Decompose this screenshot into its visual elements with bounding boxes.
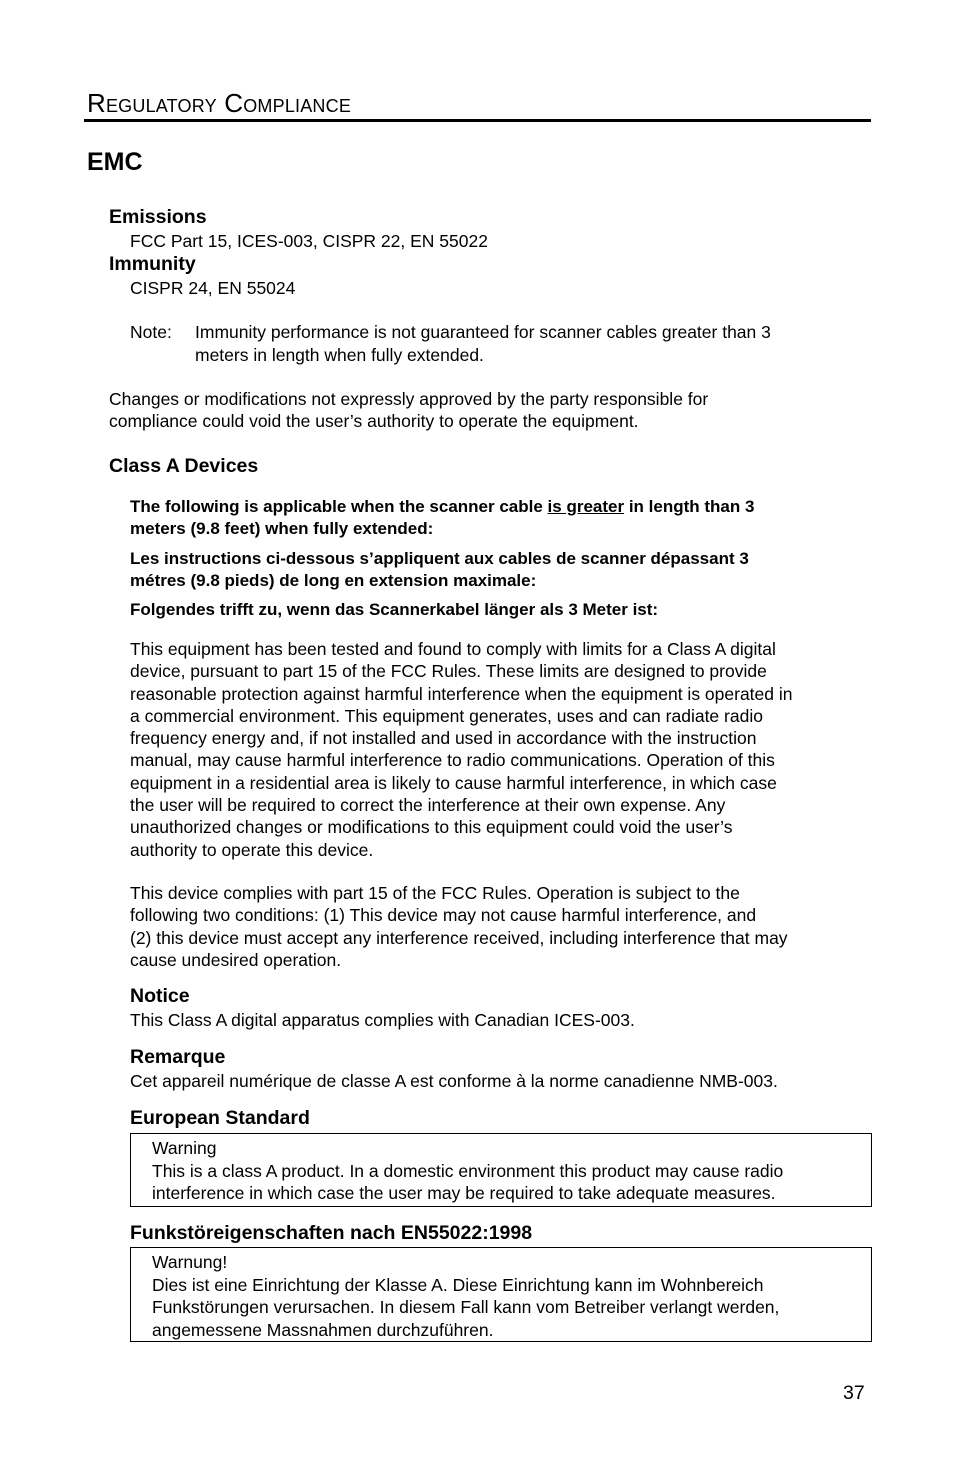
class-a-heading: Class A Devices <box>109 455 259 477</box>
immunity-heading: Immunity <box>109 253 196 275</box>
german-warning-label: Warnung! <box>152 1252 228 1272</box>
fcc-paragraph-1-line: equipment in a residential area is likely to cause harmful interference, in which case <box>130 772 777 793</box>
european-warning-box <box>130 1133 872 1207</box>
fcc-paragraph-1-line: a commercial environment. This equipment generates, uses and can radiate radio <box>130 705 763 726</box>
fcc-paragraph-2-line: This device complies with part 15 of the FCC Rules. Operation is subject to the <box>130 883 740 903</box>
fcc-paragraph-1 <box>130 638 793 861</box>
class-a-french-line-2: métres (9.8 pieds) de long en extension maximale: <box>130 571 537 590</box>
european-standard-heading: European Standard <box>130 1107 310 1129</box>
fcc-paragraph-2 <box>130 882 788 971</box>
fcc-paragraph-1-line: frequency energy and, if not installed and used in accordance with the instruction <box>130 728 757 749</box>
european-warning-line: interference in which case the user may be required to take adequate measures. <box>152 1183 776 1203</box>
class-a-english-post: in length than 3 <box>624 497 755 516</box>
notice-text: This Class A digital apparatus complies with Canadian ICES-003. <box>130 1010 635 1030</box>
fcc-paragraph-1-line: manual, may cause harmful interference to radio communications. Operation of this <box>130 750 775 771</box>
fcc-paragraph-1-line: the user will be required to correct the interference at their own expense. Any <box>130 795 726 816</box>
european-warning-label: Warning <box>152 1138 217 1158</box>
emissions-heading: Emissions <box>109 206 207 228</box>
note-label: Note: <box>130 322 172 342</box>
emissions-text: FCC Part 15, ICES-003, CISPR 22, EN 55022 <box>130 231 488 251</box>
note-line-2: meters in length when fully extended. <box>195 345 484 365</box>
german-warning-line: angemessene Massnahmen durchzuführen. <box>152 1319 494 1340</box>
class-a-english-line-2: meters (9.8 feet) when fully extended: <box>130 519 434 538</box>
notice-heading: Notice <box>130 985 190 1007</box>
fcc-paragraph-1-line: unauthorized changes or modifications to this equipment could void the user’s <box>130 817 733 838</box>
european-warning-line: This is a class A product. In a domestic environment this product may cause radio <box>152 1160 784 1181</box>
german-warning-line: Dies ist eine Einrichtung der Klasse A. Diese Einrichtung kann im Wohnbereich <box>152 1274 764 1295</box>
fcc-paragraph-2-line: (2) this device must accept any interference received, including interference that may <box>130 927 788 948</box>
page-header <box>84 86 871 122</box>
changes-line-2: compliance could void the user’s authority to operate the equipment. <box>109 411 639 431</box>
class-a-english-underlined: is greater <box>547 497 625 516</box>
class-a-french-line-1: Les instructions ci-dessous s’appliquent aux cables de scanner dépassant 3 <box>130 549 749 568</box>
fcc-paragraph-1-line: authority to operate this device. <box>130 839 374 860</box>
immunity-text: CISPR 24, EN 55024 <box>130 278 296 298</box>
changes-line-1: Changes or modifications not expressly approved by the party responsible for <box>109 389 709 409</box>
german-warning-line: Funkstörungen verursachen. In diesem Fall kann vom Betreiber verlangt werden, <box>152 1297 780 1317</box>
fcc-paragraph-2-line: following two conditions: (1) This device may not cause harmful interference, and <box>130 905 757 926</box>
class-a-german-line: Folgendes trifft zu, wenn das Scannerkabel länger als 3 Meter ist: <box>130 600 659 619</box>
fcc-paragraph-2-line: cause undesired operation. <box>130 949 342 970</box>
fcc-paragraph-1-line: reasonable protection against harmful interference when the equipment is operated in <box>130 683 793 704</box>
note-line-1: Immunity performance is not guaranteed for scanner cables greater than 3 <box>195 322 771 342</box>
class-a-english-line-1 <box>130 496 754 518</box>
remarque-heading: Remarque <box>130 1046 226 1068</box>
remarque-text: Cet appareil numérique de classe A est conforme à la norme canadienne NMB-003. <box>130 1071 778 1091</box>
header-title: Regulatory Compliance <box>87 88 352 118</box>
class-a-english-pre: The following is applicable when the scanner cable <box>130 497 548 516</box>
section-title: EMC <box>87 148 143 176</box>
german-standard-heading: Funkstöreigenschaften nach EN55022:1998 <box>130 1222 533 1244</box>
german-warning-box <box>130 1247 872 1342</box>
page-number: 37 <box>843 1382 865 1404</box>
fcc-paragraph-1-line: This equipment has been tested and found to comply with limits for a Class A digital <box>130 639 776 659</box>
fcc-paragraph-1-line: device, pursuant to part 15 of the FCC Rules. These limits are designed to provide <box>130 661 767 682</box>
